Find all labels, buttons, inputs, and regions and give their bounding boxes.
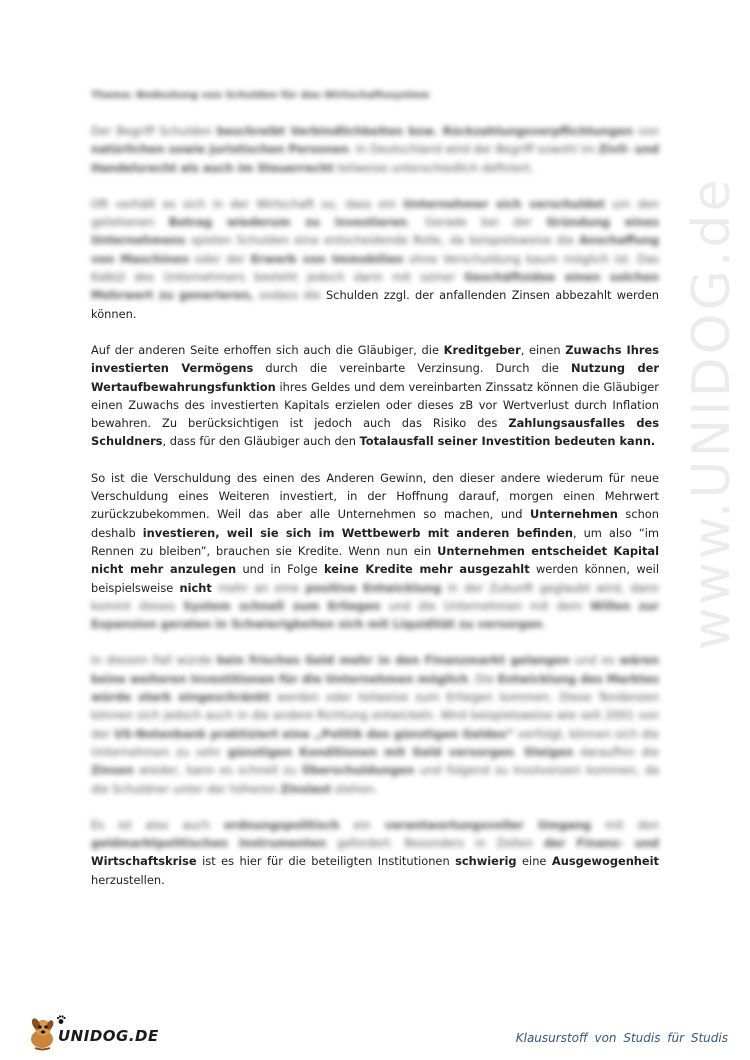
text-run: und die Unternehmen mit dem bbox=[380, 598, 591, 613]
text-run: in der Zukunft geglaubt wird, dann kommt dieses bbox=[91, 580, 659, 613]
text-run: ohne Verschuldung kaum möglich ist. Das Kalkül des Unternehmers besteht jedoch darin mit seiner bbox=[91, 251, 659, 285]
bold-text-run: Gründung eines Unternehmens bbox=[91, 215, 660, 248]
text-run: Es ist also auch bbox=[91, 817, 224, 832]
bold-text-run: Zinsen bbox=[91, 763, 134, 778]
text-run: durch die vereinbarte Verzinsung. Durch die bbox=[253, 361, 571, 376]
bold-text-run: der Finanz- und bbox=[543, 836, 660, 851]
paragraph-4-clear bbox=[91, 471, 659, 595]
text-run: werden können, weil beispielsweise bbox=[91, 562, 659, 595]
bold-text-run: Betrag wiederum zu investieren bbox=[168, 215, 408, 230]
dog-mascot-icon bbox=[26, 1015, 60, 1051]
bold-text-run: kein frisches Geld mehr in den Finanzmarkt gelangen bbox=[216, 653, 570, 668]
text-run: schon deshalb bbox=[91, 507, 659, 540]
text-run: . Die bbox=[467, 671, 498, 686]
text-run: , um also “im Rennen zu bleiben”, brauchen sie Kredite. Wenn nun ein bbox=[91, 525, 660, 558]
bold-text-run: natürlichen sowie juristischen Personen bbox=[91, 142, 349, 157]
bold-text-run: Zinslast bbox=[280, 781, 332, 796]
bold-text-run: US-Notenbank praktiziert eine „Politik des günstigen Geldes“ bbox=[113, 726, 514, 741]
bold-text-run: Erwerb von Immobilien bbox=[250, 251, 404, 266]
paragraph-6-blurred bbox=[91, 818, 659, 850]
text-run: gefordert. Besonders in Zeiten bbox=[326, 836, 544, 851]
bold-text-run: Überschuldungen bbox=[301, 763, 415, 778]
unidog-logo[interactable] bbox=[26, 1015, 159, 1051]
bold-text-run: Kreditgeber bbox=[443, 342, 521, 357]
text-run: und in Folge bbox=[236, 562, 324, 577]
text-run: und es bbox=[569, 653, 620, 668]
text-run: um den geliehenen bbox=[91, 196, 660, 230]
paw-icon bbox=[56, 1015, 66, 1025]
text-run: . Gerade bei der bbox=[407, 215, 547, 230]
text-run: daraufhin die bbox=[573, 744, 659, 759]
bold-text-run: beschreibt Verbindlichkeiten bzw. Rückzahlungsverpflichtungen bbox=[216, 124, 634, 138]
bold-text-run: investieren, weil sie sich im Wettbewerb mit anderen befinden bbox=[142, 525, 574, 540]
bold-text-run: geldmarktpolitischen Instrumenten bbox=[91, 836, 327, 851]
bold-text-run: günstigen Konditionen mit Geld versorgen bbox=[227, 744, 514, 759]
text-run: eine bbox=[516, 854, 552, 869]
bold-text-run: Nutzung der Wertaufbewahrungsfunktion bbox=[91, 361, 659, 394]
text-run: . bbox=[513, 744, 525, 759]
document-title: Thema: Bedeutung von Schulden für das Wirtschaftssystem bbox=[91, 90, 430, 101]
bold-text-run: keine Kredite mehr ausgezahlt bbox=[323, 562, 530, 577]
text-run: teilweise unterschiedlich definiert. bbox=[333, 160, 534, 175]
text-run: mehr an eine bbox=[218, 580, 306, 595]
text-run: . bbox=[542, 617, 547, 632]
watermark-text: www.UNIDOG.de bbox=[682, 176, 742, 650]
bold-text-run: ordnungspolitisch bbox=[223, 817, 340, 832]
bold-text-run: Anschaffung von Maschinen bbox=[91, 233, 659, 266]
paragraph-1 bbox=[91, 122, 659, 177]
text-run: Oft verhält es sich in der Wirtschaft so, dass ein bbox=[91, 196, 404, 211]
text-run: Auf der anderen Seite erhoffen sich auch die Gläubiger, die bbox=[91, 342, 444, 357]
text-run: wieder, kann es schnell zu bbox=[133, 763, 302, 778]
text-run: In diesem Fall würde bbox=[91, 653, 217, 668]
text-run: ihres Geldes und dem vereinbarten Zinssatz können die Gläubiger einen Zuwachs des investierten Kapitals erzielen oder dieses zB vor Wertverlust durch Inflation bewahren. Zu berücksichtigen ist jedoch auch das Risiko des bbox=[91, 379, 659, 431]
bold-text-run: Entwicklung des Marktes würde stark eingeschränkt bbox=[91, 671, 659, 705]
bold-text-run: Wirtschaftskrise bbox=[91, 854, 197, 869]
text-run: spielen Schulden eine entscheidende Rolle, da beispielsweise die bbox=[185, 233, 580, 248]
text-run: . In Deutschland wird der Begriff sowohl im bbox=[348, 142, 599, 157]
text-run: verfolgt, können sich die Unternehmen zu sehr bbox=[91, 726, 659, 759]
logo-text: UNIDOG.DE bbox=[58, 1027, 159, 1045]
paragraph-5 bbox=[91, 651, 659, 797]
bold-text-run: Ausgewogenheit bbox=[551, 854, 659, 869]
bold-text-run: Steigen bbox=[524, 744, 574, 759]
text-run: von bbox=[633, 124, 659, 138]
paragraph-6 bbox=[91, 816, 659, 889]
text-run: ein bbox=[339, 817, 385, 832]
bold-text-run: Zahlungsausfalles des Schuldners bbox=[91, 416, 659, 449]
paragraph-4 bbox=[91, 469, 659, 634]
paragraph-2-blurred bbox=[91, 197, 659, 302]
bold-text-run: Unternehmen entscheidet Kapital nicht mehr anzulegen bbox=[91, 543, 659, 577]
bold-text-run: Zivil- und Handelsrecht als auch im Steuerrecht bbox=[91, 142, 660, 175]
bold-text-run: Unternehmer sich verschuldet bbox=[403, 196, 605, 211]
text-run: sodass die bbox=[253, 288, 321, 303]
bold-text-run: wären keine weiteren Investitionen für die Unternehmen möglich bbox=[91, 653, 659, 686]
text-run: oder der bbox=[188, 251, 251, 266]
paragraph-2 bbox=[91, 195, 659, 323]
bold-text-run: nicht bbox=[179, 580, 212, 595]
bold-text-run: verantwortungsvoller Umgang bbox=[384, 817, 592, 832]
bold-text-run: Willen zur Expansion geraten in Schwierigkeiten sich mit Liquidität zu versorgen bbox=[91, 598, 659, 632]
paragraph-3 bbox=[91, 341, 659, 451]
text-run: herzustellen. bbox=[91, 872, 165, 887]
text-run: , einen bbox=[520, 342, 566, 357]
text-run: Der Begriff Schulden bbox=[91, 124, 217, 138]
bold-text-run: positive Entwicklung bbox=[305, 580, 442, 595]
text-run: , dass für den Gläubiger auch den bbox=[162, 434, 360, 449]
bold-text-run: Zuwachs Ihres investierten Vermögens bbox=[91, 342, 660, 376]
paragraph-2-clear-line: Schulden zzgl. der anfallenden Zinsen abbezahlt werden können. bbox=[91, 288, 660, 321]
text-run: und folgend zu Insolvenzen kommen, da die Schuldner unter der höheren bbox=[91, 763, 659, 796]
text-run: ist es hier für die beteiligten Institutionen bbox=[196, 854, 456, 869]
text-run: So ist die Verschuldung des einen des Anderen Gewinn, den dieser andere wiederum für neue Verschuldung eines Weiteren investiert, in der Hoffnung darauf, morgen einen Mehrwert zurückzubekommen. Weil das aber alle Unternehmen so machen, und bbox=[91, 470, 659, 522]
bold-text-run: schwierig bbox=[455, 854, 517, 869]
bold-text-run: Totalausfall seiner Investition bedeuten kann. bbox=[359, 434, 656, 449]
bold-text-run: System schnell zum Erliegen bbox=[183, 598, 381, 613]
footer-tagline: Klausurstoff von Studis für Studis bbox=[515, 1031, 728, 1045]
document-body bbox=[91, 88, 659, 907]
text-run: mit den bbox=[591, 817, 659, 832]
bold-text-run: Geschäftsidee einen solchen Mehrwert zu generieren, bbox=[91, 270, 659, 303]
paragraph-6-clear bbox=[91, 854, 659, 886]
text-run: stehen. bbox=[331, 781, 378, 796]
text-run: werden oder teilweise zum Erliegen kommen. Diese Tendenzen können sich jedoch auch in die andere Richtung entwickeln. Wird beispielsweise wie seit 2001 von der bbox=[91, 690, 660, 741]
bold-text-run: Unternehmen bbox=[530, 507, 618, 522]
